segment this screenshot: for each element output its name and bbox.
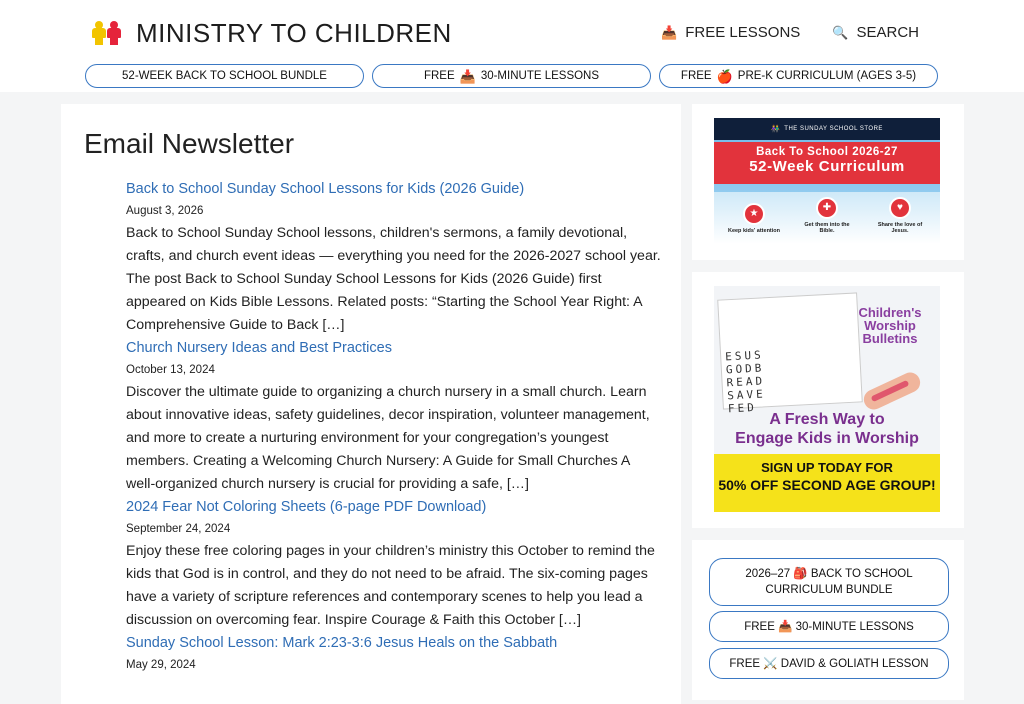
ad-cta-line: SIGN UP TODAY FOR [761, 460, 893, 475]
ad-brand-label: THE SUNDAY SCHOOL STORE [784, 126, 883, 132]
site-header [0, 0, 1024, 92]
heart-icon: ♥ [889, 197, 911, 219]
bible-icon: ✚ [816, 197, 838, 219]
list-item [126, 178, 661, 337]
post-date: May 29, 2024 [126, 659, 196, 671]
ad-feature-label: Keep kids' attention [727, 228, 781, 234]
pill-prefix: FREE [680, 70, 712, 82]
post-title-link[interactable]: Church Nursery Ideas and Best Practices [126, 340, 392, 356]
site-logo[interactable] [90, 18, 452, 48]
children-logo-icon: 👫 [771, 125, 781, 133]
free-lessons-label: FREE LESSONS [685, 24, 801, 41]
ad-feature-label: Get them into the Bible. [804, 222, 850, 234]
back-to-school-ad[interactable] [714, 118, 940, 244]
post-date: October 13, 2024 [126, 364, 215, 376]
post-date: August 3, 2026 [126, 205, 204, 217]
post-title-link[interactable]: Sunday School Lesson: Mark 2:23-3:6 Jesus Heals on the Sabbath [126, 635, 558, 651]
david-goliath-lesson-button[interactable]: FREE ⚔️ DAVID & GOLIATH LESSON [709, 648, 949, 679]
list-item [126, 337, 661, 496]
ad-cta-line: 50% OFF SECOND AGE GROUP! [718, 477, 936, 493]
sidebar-links-card [692, 540, 964, 700]
free-lessons-link[interactable] [661, 24, 800, 41]
sidebar-ad-card [692, 272, 964, 528]
apple-icon: 🍎 [716, 68, 733, 84]
ad-product-title: Children's Worship Bulletins [858, 305, 922, 346]
attention-icon: ★ [743, 203, 765, 225]
thirty-minute-lessons-pill[interactable] [372, 64, 651, 88]
list-item [126, 632, 661, 676]
search-label: SEARCH [856, 24, 919, 41]
site-title[interactable]: MINISTRY TO CHILDREN [136, 17, 452, 48]
children-logo-icon [90, 19, 124, 47]
pill-label: 30-MINUTE LESSONS [480, 70, 600, 82]
thirty-minute-lessons-button[interactable]: FREE 📥 30-MINUTE LESSONS [709, 611, 949, 642]
post-title-link[interactable]: Back to School Sunday School Lessons for Kids (2026 Guide) [126, 181, 525, 197]
inbox-icon: 📥 [459, 68, 476, 84]
ad-brand [714, 118, 940, 140]
bulletin-sheet-image [717, 292, 863, 416]
search-icon: 🔍 [832, 25, 849, 40]
ad-subheadline: 52-Week Curriculum [749, 158, 905, 175]
post-date: September 24, 2024 [126, 523, 231, 535]
promo-pill-row [85, 64, 938, 88]
worship-bulletins-ad[interactable] [714, 286, 940, 512]
search-link[interactable] [832, 24, 919, 41]
pre-k-curriculum-pill[interactable] [659, 64, 938, 88]
word-search-grid: ESUS GODB READ SAVE FED [724, 348, 767, 416]
sidebar-ad-card [692, 104, 964, 260]
post-excerpt: Back to School Sunday School lessons, children's sermons, a family devotional, crafts, and church event ideas — everything you need for the 2026-2027 school year. The post Back to School Sunday School Lessons for Kids (2026 Guide) first appeared on Kids Bible Lessons. Related posts: “Starting the School Year Right: A Comprehensive Guide to Back […] [126, 225, 661, 333]
pill-label: PRE-K CURRICULUM (AGES 3-5) [737, 70, 917, 82]
post-title-link[interactable]: 2024 Fear Not Coloring Sheets (6-page PDF Download) [126, 499, 487, 515]
ad-tagline: A Fresh Way to Engage Kids in Worship [735, 411, 919, 447]
post-excerpt: Enjoy these free coloring pages in your children’s ministry this October to remind the kids that God is in control, and they do not need to be afraid. The six-coming pages have a variety of scripture references and contemporary scenes to help you lead a discussion on overcoming fear. Inspire Courage & Faith this October […] [126, 543, 655, 628]
ad-feature [797, 197, 857, 234]
curriculum-bundle-button[interactable]: 2026–27 🎒 BACK TO SCHOOL CURRICULUM BUNDLE [709, 558, 949, 606]
back-to-school-bundle-pill[interactable] [85, 64, 364, 88]
ad-headline: Back To School 2026-27 [756, 146, 898, 158]
main-content [61, 104, 681, 704]
list-item [126, 496, 661, 632]
newsletter-feed [126, 178, 661, 676]
pill-label: 52-WEEK BACK TO SCHOOL BUNDLE [122, 70, 327, 82]
ad-cta-band [714, 454, 940, 512]
gift-icon: 📥 [661, 25, 678, 40]
post-excerpt: Discover the ultimate guide to organizing a church nursery in a small church. Learn about innovative ideas, safety guidelines, decor inspiration, volunteer management, and more to create a nurturing environment for your congregation’s youngest members. Creating a Welcoming Church Nursery: A Guide for Small Churches A well-organized church nursery is crucial for providing a safe, […] [126, 384, 650, 492]
ad-feature [870, 197, 930, 234]
ad-feature [724, 203, 784, 234]
ad-banner [714, 142, 940, 184]
page-title: Email Newsletter [84, 128, 295, 159]
top-nav [661, 24, 919, 41]
ad-feature-label: Share the love of Jesus. [877, 222, 923, 234]
pill-prefix: FREE [423, 70, 455, 82]
